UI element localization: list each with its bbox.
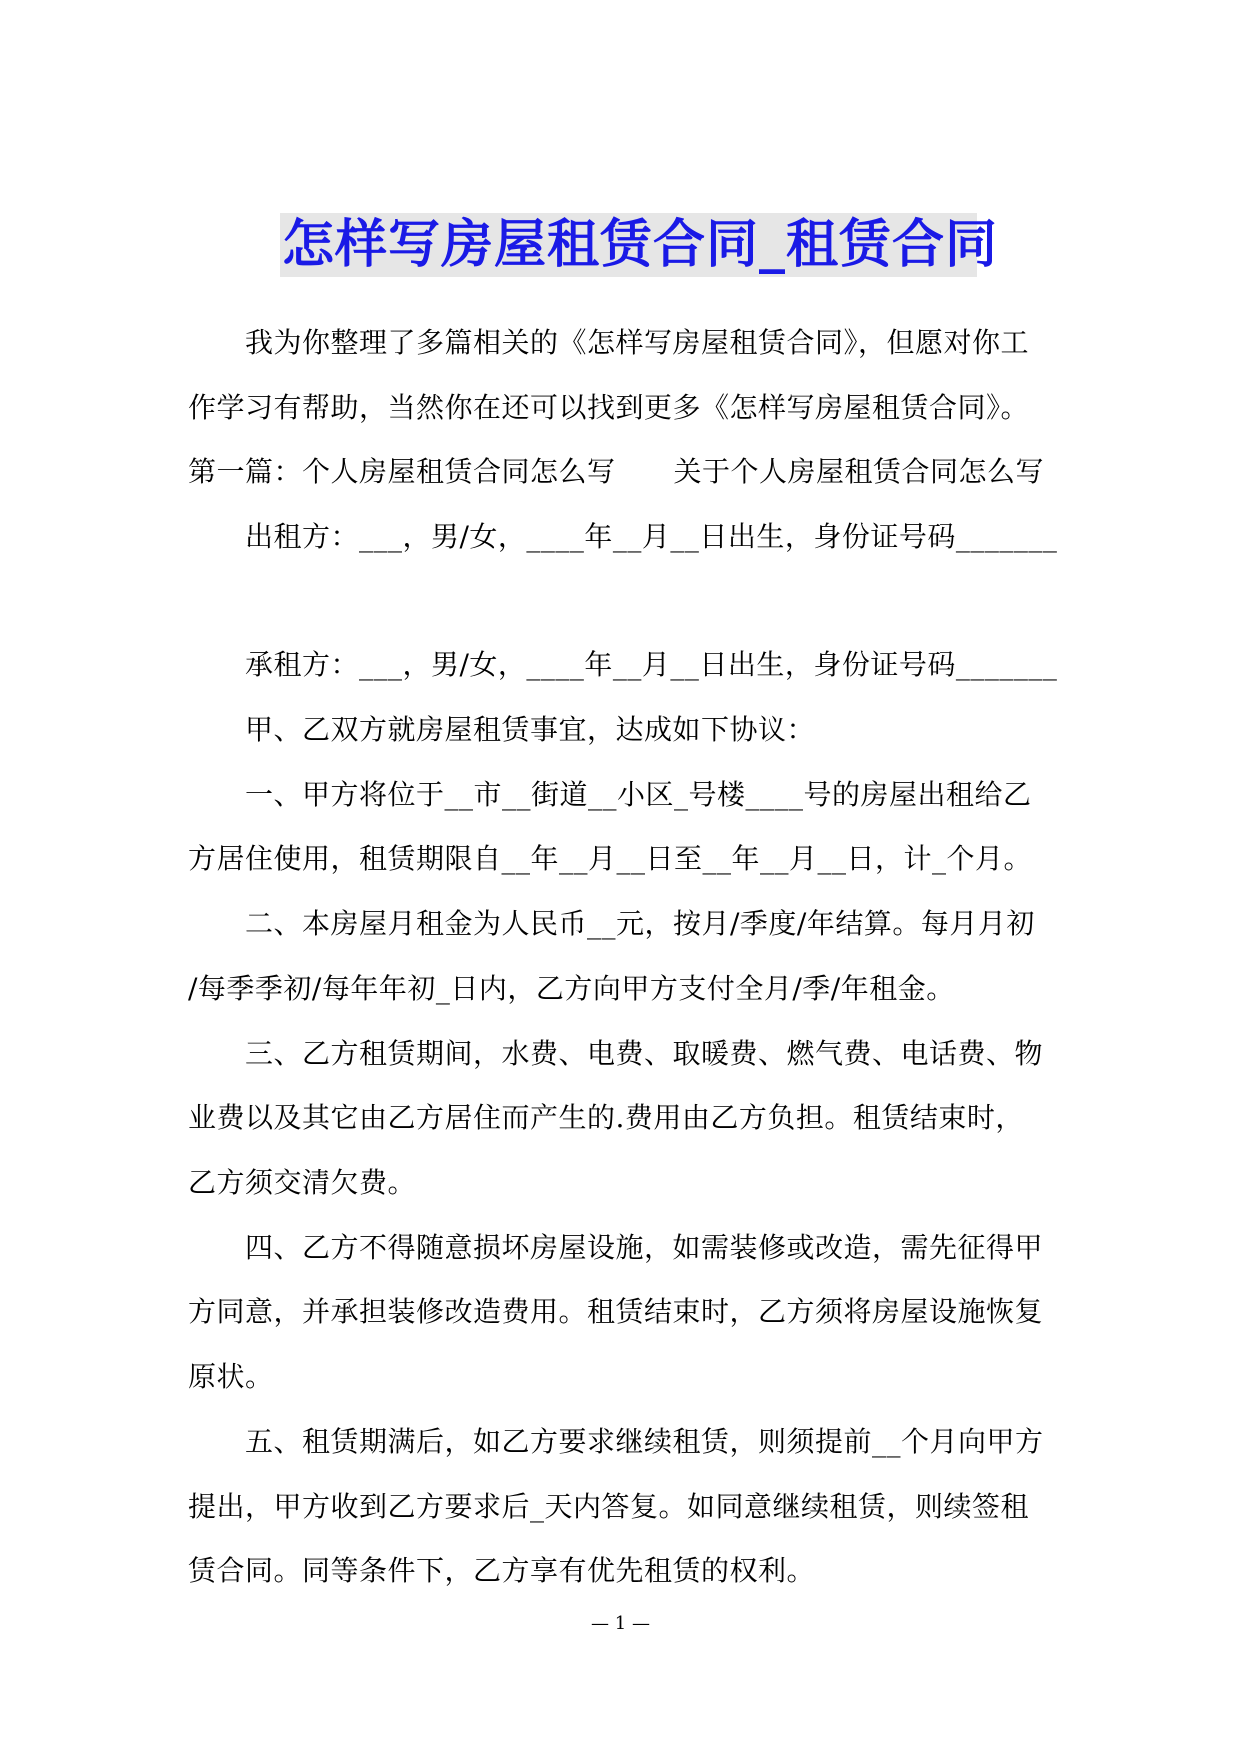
clause-5-line: 赁合同。同等条件下，乙方享有优先租赁的权利。: [188, 1554, 816, 1587]
clause-3-line: 业费以及其它由乙方居住而产生的.费用由乙方负担。租赁结束时，: [188, 1101, 1024, 1134]
section-heading: 第一篇：个人房屋租赁合同怎么写: [188, 455, 616, 488]
paragraph-line: 甲、乙双方就房屋租赁事宜，达成如下协议：: [245, 713, 816, 746]
clause-1-line: 一、甲方将位于__市__街道__小区_号楼____号的房屋出租给乙: [245, 778, 1032, 811]
lessor-line: 出租方：___，男/女，____年__月__日出生，身份证号码_______: [245, 520, 1058, 553]
clause-2-line: /每季季初/每年年初_日内，乙方向甲方支付全月/季/年租金。: [188, 972, 955, 1005]
section-heading-line: [188, 452, 1068, 492]
clause-4-line: 四、乙方不得随意损坏房屋设施，如需装修或改造，需先征得甲: [245, 1231, 1044, 1264]
page-number: — 1 —: [591, 1613, 650, 1634]
clause-2-line: 二、本房屋月租金为人民币__元，按月/季度/年结算。每月月初: [245, 907, 1035, 940]
clause-5-line: 五、租赁期满后，如乙方要求继续租赁，则须提前__个月向甲方: [245, 1425, 1044, 1458]
section-subheading: 关于个人房屋租赁合同怎么写: [673, 455, 1045, 488]
clause-3-line: 乙方须交清欠费。: [188, 1166, 417, 1199]
clause-1-line: 方居住使用，租赁期限自__年__月__日至__年__月__日，计_个月。: [188, 842, 1033, 875]
clause-3-line: 三、乙方租赁期间，水费、电费、取暖费、燃气费、电话费、物: [245, 1037, 1044, 1070]
paragraph-line: 作学习有帮助，当然你在还可以找到更多《怎样写房屋租赁合同》。: [188, 391, 1030, 424]
clause-5-line: 提出，甲方收到乙方要求后_天内答复。如同意继续租赁，则续签租: [188, 1490, 1030, 1523]
lessee-line: 承租方：___，男/女，____年__月__日出生，身份证号码_______: [245, 648, 1058, 681]
clause-4-line: 原状。: [188, 1360, 274, 1393]
paragraph-line: 我为你整理了多篇相关的《怎样写房屋租赁合同》，但愿对你工: [245, 326, 1030, 359]
clause-4-line: 方同意，并承担装修改造费用。租赁结束时，乙方须将房屋设施恢复: [188, 1295, 1044, 1328]
document-title: 怎样写房屋租赁合同_租赁合同: [282, 215, 999, 275]
title-highlight: [280, 213, 999, 277]
